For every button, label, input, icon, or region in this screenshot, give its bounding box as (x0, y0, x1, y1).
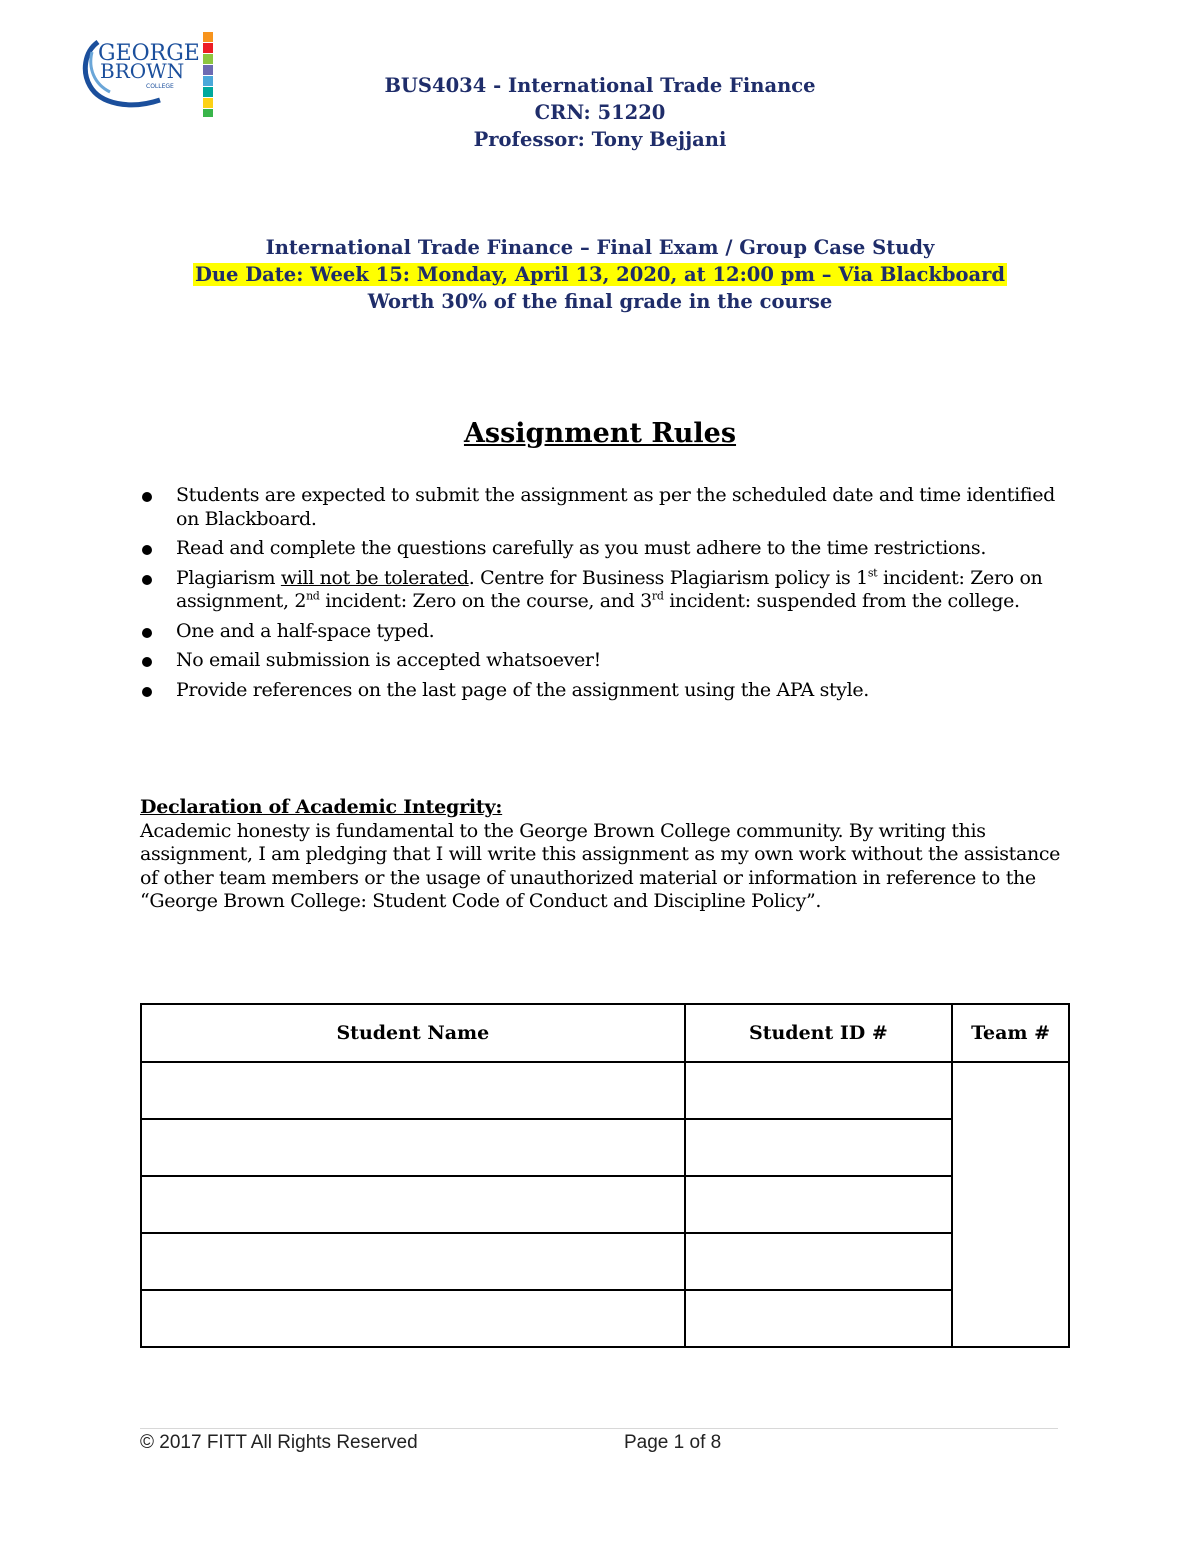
table-row (141, 1233, 1069, 1290)
logo-text-2: BROWN (100, 59, 185, 83)
table-row (141, 1290, 1069, 1347)
rule-text: Read and complete the questions carefully as you must adhere to the time restrictions. (176, 537, 987, 559)
ordinal-suffix: rd (651, 589, 664, 603)
student-name-cell[interactable] (141, 1119, 685, 1176)
course-crn: CRN: 51220 (534, 101, 666, 124)
list-item (140, 679, 1070, 703)
rule-text-underlined: will not be tolerated (280, 566, 469, 589)
ordinal-suffix: st (867, 566, 878, 580)
bullet-icon (142, 687, 152, 697)
list-item (140, 567, 1070, 614)
bullet-icon (142, 628, 152, 638)
table-row (141, 1119, 1069, 1176)
list-item (140, 537, 1070, 561)
list-item (140, 620, 1070, 644)
header-student-name: Student Name (141, 1004, 685, 1062)
bullet-icon (142, 657, 152, 667)
student-id-cell[interactable] (685, 1233, 952, 1290)
course-header (0, 72, 1200, 153)
rule-text-part: incident: Zero on assignment, 2 (176, 566, 1043, 612)
list-item (140, 649, 1070, 673)
bullet-icon (142, 575, 152, 585)
logo-text-3: COLLEGE (146, 83, 174, 90)
rule-text-part: incident: suspended from the college. (663, 590, 1020, 612)
due-date: Due Date: Week 15: Monday, April 13, 2020, at 12:00 pm – Via Blackboard (194, 263, 1006, 286)
student-id-cell[interactable] (685, 1290, 952, 1347)
rule-text: No email submission is accepted whatsoever! (176, 649, 601, 671)
rule-text-part: incident: Zero on the course, and 3 (319, 590, 652, 612)
team-cell[interactable] (952, 1062, 1069, 1347)
table-row (141, 1062, 1069, 1119)
course-professor: Professor: Tony Bejjani (473, 128, 727, 151)
student-name-cell[interactable] (141, 1233, 685, 1290)
table-row (141, 1176, 1069, 1233)
list-item (140, 484, 1070, 531)
student-id-cell[interactable] (685, 1119, 952, 1176)
declaration-title: Declaration of Academic Integrity: (140, 796, 503, 818)
page-footer (140, 1432, 1070, 1458)
rule-text: Provide references on the last page of the assignment using the APA style. (176, 678, 869, 701)
logo-text-1: GEORGE (98, 41, 200, 66)
rule-text: One and a half-space typed. (176, 619, 435, 642)
declaration-body: Academic honesty is fundamental to the George Brown College community. By writing this assignment, I am pledging that I will write this assignment as my own work without the assistance of other team members or the usage of unauthorized material or information in reference to the “George Brown College: Student Code of Conduct and Discipline Policy”. (140, 819, 1061, 912)
bullet-icon (142, 545, 152, 555)
exam-title: International Trade Finance – Final Exam / Group Case Study (265, 236, 935, 259)
table-header-row (141, 1004, 1069, 1062)
declaration-section (140, 796, 1070, 914)
footer-page-number: Page 1 of 8 (624, 1432, 722, 1453)
header-student-id: Student ID # (685, 1004, 952, 1062)
rule-text-part: . Centre for Business Plagiarism policy is 1 (468, 566, 868, 589)
student-name-cell[interactable] (141, 1062, 685, 1119)
student-id-cell[interactable] (685, 1062, 952, 1119)
ordinal-suffix: nd (306, 589, 320, 603)
student-name-cell[interactable] (141, 1176, 685, 1233)
exam-header (0, 234, 1200, 315)
student-table (140, 1003, 1070, 1335)
rule-text-part: Plagiarism (176, 566, 281, 589)
header-team: Team # (952, 1004, 1069, 1062)
course-title: BUS4034 - International Trade Finance (384, 74, 816, 97)
bullet-icon (142, 492, 152, 502)
rule-text: Students are expected to submit the assignment as per the scheduled date and time identified on Blackboard. (176, 484, 1055, 530)
student-id-cell[interactable] (685, 1176, 952, 1233)
footer-divider (140, 1428, 1058, 1429)
student-name-cell[interactable] (141, 1290, 685, 1347)
rules-list (140, 484, 1070, 708)
rules-title: Assignment Rules (463, 418, 737, 449)
exam-worth: Worth 30% of the final grade in the course (367, 290, 833, 313)
footer-copyright: © 2017 FITT All Rights Reserved (140, 1432, 418, 1453)
